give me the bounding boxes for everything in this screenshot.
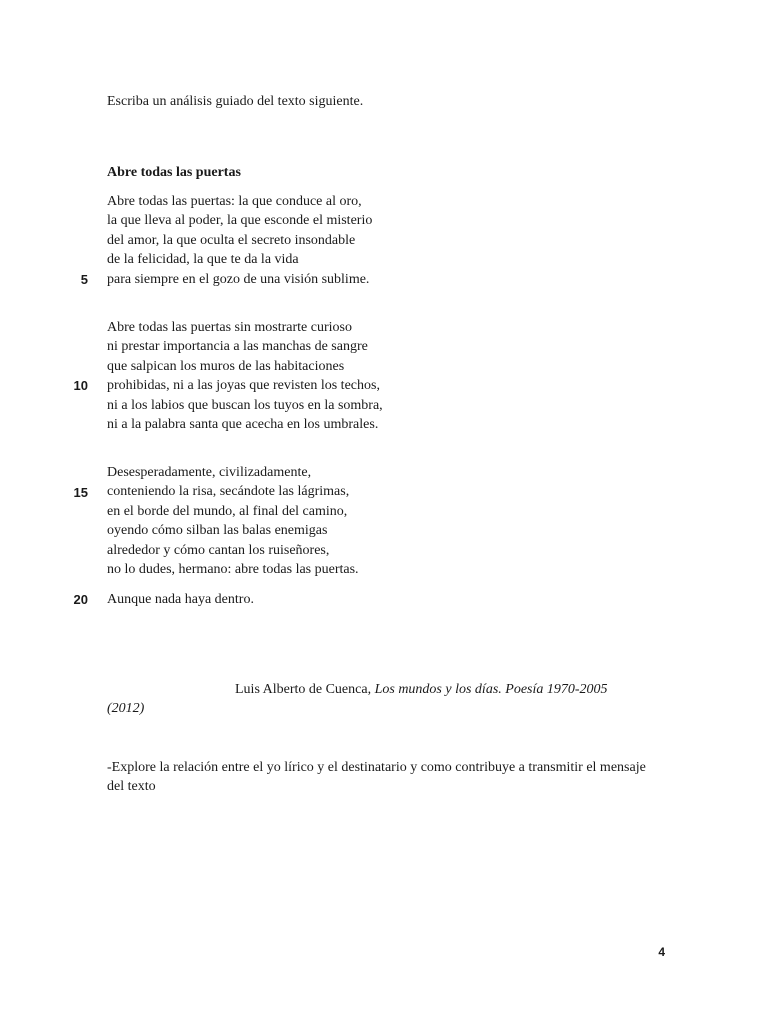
poem-stanza-2 [107,318,383,434]
analysis-question: -Explore la relación entre el yo lírico y el destinatario y como contribuye a transmitir el mensaje del texto [107,760,646,794]
poem-line: en el borde del mundo, al final del camino, [107,503,348,519]
poem-line: oyendo cómo silban las balas enemigas [107,523,328,539]
poem-line: del amor, la que oculta el secreto insondable [107,232,356,248]
citation-separator: , [367,682,372,697]
line-number: 5 [80,272,88,287]
poem-line: ni prestar importancia a las manchas de sangre [107,339,368,355]
poem-line: alrededor y cómo cantan los ruiseñores, [107,542,330,558]
poem-line: de la felicidad, la que te da la vida [107,252,299,268]
poem-stanza-3 [107,463,359,579]
poem-line: ni a los labios que buscan los tuyos en la sombra, [107,397,383,413]
poem-line: Abre todas las puertas sin mostrarte curioso [107,320,352,335]
poem-line: Aunque nada haya dentro. [107,592,254,607]
poem-line: ni a la palabra santa que acecha en los umbrales. [107,416,379,432]
instruction-text: Escriba un análisis guiado del texto siguiente. [107,94,364,109]
poem-line: para siempre en el gozo de una visión sublime. [107,271,370,287]
poem-citation [107,680,647,718]
citation-author: Luis Alberto de Cuenca [235,682,368,697]
poem-title: Abre todas las puertas [107,165,241,180]
poem-line: Abre todas las puertas: la que conduce al oro, [107,194,362,209]
poem-line: Desesperadamente, civilizadamente, [107,465,312,480]
poem-line: prohibidas, ni a las joyas que revisten los techos, [107,378,380,394]
poem-line: no lo dudes, hermano: abre todas las puertas. [107,561,359,577]
poem-stanza-4 [107,590,254,609]
page-number: 4 [658,945,665,959]
citation-year: (2012) [107,701,145,716]
line-number: 15 [73,485,88,500]
poem-stanza-1 [107,192,372,289]
line-number: 10 [73,378,88,393]
poem-line: que salpican los muros de las habitaciones [107,358,345,374]
poem-line: la que lleva al poder, la que esconde el misterio [107,213,373,229]
citation-work: Los mundos y los días. Poesía 1970-2005 [374,682,608,697]
poem-line: conteniendo la risa, secándote las lágrimas, [107,484,350,500]
line-number: 20 [73,592,88,607]
